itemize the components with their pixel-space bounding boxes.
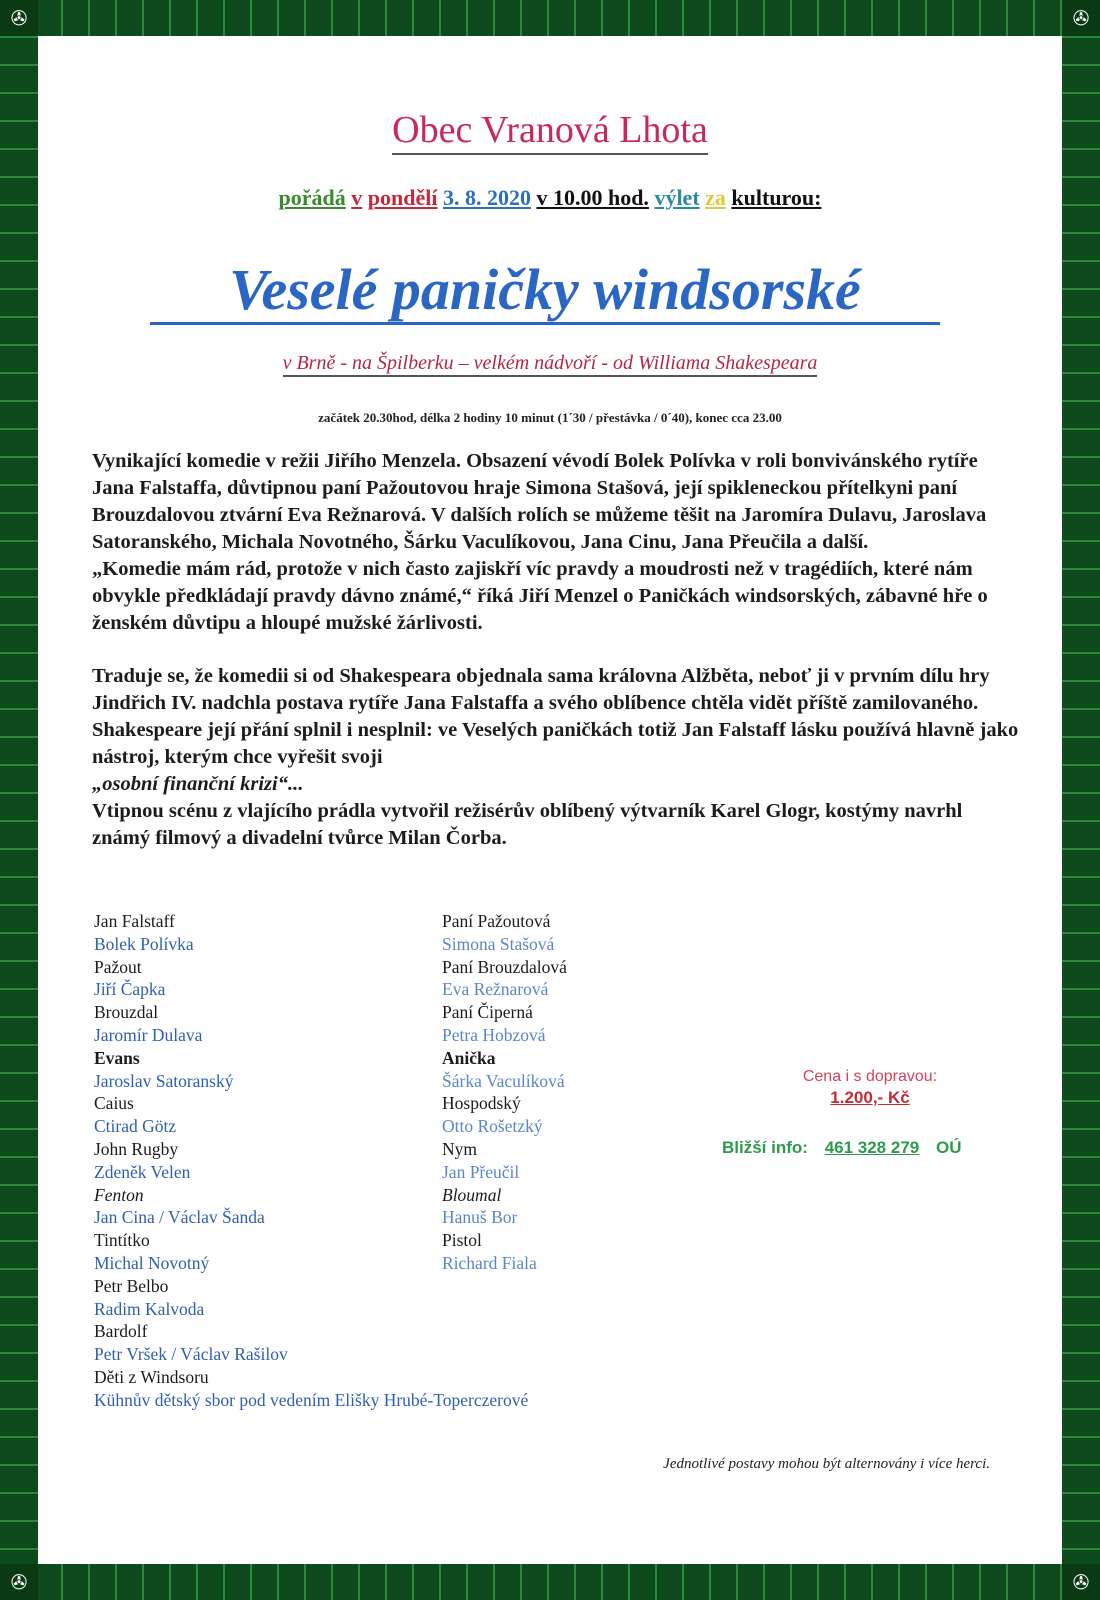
film-reel-icon: ✇ xyxy=(0,1564,38,1600)
cast-actor: Kühnův dětský sbor pod vedením Elišky Hrubé-Toperczerové xyxy=(94,1389,529,1410)
cast-role: Děti z Windsoru xyxy=(94,1366,209,1387)
cast-role: Pažout xyxy=(94,956,142,977)
organizer-title: Obec Vranová Lhota xyxy=(40,108,1060,152)
description xyxy=(92,448,1022,852)
event-time: v 10.00 hod. xyxy=(536,185,649,210)
contact-suffix: OÚ xyxy=(935,1138,962,1157)
contact-info xyxy=(722,1138,1022,1158)
cast-actor: Richard Fiala xyxy=(442,1252,537,1273)
cast-actor: Hanuš Bor xyxy=(442,1207,518,1228)
contact-phone[interactable]: 461 328 279 xyxy=(824,1138,920,1157)
cast-actor: Simona Stašová xyxy=(442,933,555,954)
cast-actor: Jan Přeučil xyxy=(442,1161,520,1182)
cast-role: Hospodský xyxy=(442,1093,521,1114)
quote-italic: „osobní finanční krizi“... xyxy=(92,773,304,795)
cast-role: Tintítko xyxy=(94,1230,150,1251)
cast-actor: Jiří Čapka xyxy=(94,979,166,1000)
film-reel-icon: ✇ xyxy=(1062,1564,1100,1600)
cast-list-right xyxy=(442,910,742,1275)
cast-actor: Michal Novotný xyxy=(94,1252,210,1273)
cast-role: Pistol xyxy=(442,1230,482,1251)
film-reel-icon: ✇ xyxy=(0,0,38,36)
play-title: Veselé paničky windsorské xyxy=(150,258,940,325)
description-paragraph: Traduje se, že komedii si od Shakespeara objednala sama královna Alžběta, neboť ji v prvním dílu hry Jindřich IV. nadchla postava rytíře Jana Falstaffa a svého oblíbence chtěla vidět příště zamilovaného. Shakespeare její přání splnil i nesplnil: ve Veselých paničkách totiž Jan Falstaff lásku používá hlavně jako nástroj, kterým chce vyřešit svoji „osobní finanční krizi“... xyxy=(92,665,1019,795)
film-border-top xyxy=(0,0,1100,36)
cast-actor: Otto Rošetzký xyxy=(442,1116,543,1137)
cast-actor: Šárka Vaculíková xyxy=(442,1070,565,1091)
cast-actor: Eva Režnarová xyxy=(442,979,549,1000)
cast-role: Nym xyxy=(442,1138,477,1159)
cast-role: Anička xyxy=(442,1047,496,1068)
cast-actor: Jaroslav Satoranský xyxy=(94,1070,234,1091)
cast-role: John Rugby xyxy=(94,1138,179,1159)
description-paragraph: „Komedie mám rád, protože v nich často zajiskří víc pravdy a moudrosti než v tragédiích, které nám obvykle předkládají pravdy dávno známé,“ říká Jiří Menzel o Paničkách windsorských, zábavné hře o ženském důvtipu a hloupé mužské žárlivosti. xyxy=(92,558,988,634)
cast-role: Caius xyxy=(94,1093,134,1114)
subline-word: výlet xyxy=(654,185,700,210)
event-date: 3. 8. 2020 xyxy=(442,185,531,210)
contact-label: Bližší info: xyxy=(722,1138,808,1157)
price-box xyxy=(730,1068,1010,1108)
cast-actor: Ctirad Götz xyxy=(94,1116,177,1137)
poster-content xyxy=(40,38,1060,1562)
cast-actor: Bolek Polívka xyxy=(94,933,194,954)
cast-role: Evans xyxy=(94,1047,140,1068)
price-value: 1.200,- Kč xyxy=(830,1088,910,1107)
subline-word: v xyxy=(351,185,363,210)
cast-role: Bloumal xyxy=(442,1184,502,1205)
price-label: Cena i s dopravou: xyxy=(802,1068,938,1085)
film-reel-icon: ✇ xyxy=(1062,0,1100,36)
venue-line: v Brně - na Špilberku – velkém nádvoří - od Williama Shakespeara xyxy=(40,352,1060,375)
cast-role: Brouzdal xyxy=(94,1002,159,1023)
description-paragraph: Vtipnou scénu z vlajícího prádla vytvořil režisérův oblíbený výtvarník Karel Glogr, kostýmy navrhl známý filmový a divadelní tvůrce Milan Čorba. xyxy=(92,800,963,849)
cast-role: Fenton xyxy=(94,1184,144,1205)
film-border-right xyxy=(1062,0,1100,1600)
cast-role: Paní Pažoutová xyxy=(442,911,551,931)
cast-actor: Jaromír Dulava xyxy=(94,1024,203,1045)
cast-actor: Petr Vršek / Václav Rašilov xyxy=(94,1344,288,1365)
cast-role: Bardolf xyxy=(94,1321,148,1342)
cast-role: Paní Brouzdalová xyxy=(442,956,567,977)
subline-word: pořádá xyxy=(278,185,346,210)
subline-word: za xyxy=(705,185,726,210)
cast-role: Paní Čiperná xyxy=(442,1002,533,1023)
cast-actor: Zdeněk Velen xyxy=(94,1161,191,1182)
cast-actor: Radim Kalvoda xyxy=(94,1298,205,1319)
film-border-bottom xyxy=(0,1564,1100,1600)
event-subline xyxy=(40,185,1060,211)
film-border-left xyxy=(0,0,38,1600)
subline-word: kulturou: xyxy=(731,185,822,210)
footnote: Jednotlivé postavy mohou být alternovány i více herci. xyxy=(663,1456,990,1472)
subline-word: pondělí xyxy=(367,185,438,210)
timing-line: začátek 20.30hod, délka 2 hodiny 10 minut (1´30 / přestávka / 0´40), konec cca 23.00 xyxy=(318,410,782,425)
cast-actor: Jan Cina / Václav Šanda xyxy=(94,1207,265,1228)
description-paragraph: Vynikající komedie v režii Jiřího Menzela. Obsazení vévodí Bolek Polívka v roli bonvivánského rytíře Jana Falstaffa, důvtipnou paní Pažoutovou hraje Simona Stašová, její spikleneckou přítelkyni paní Brouzdalovou ztvární Eva Režnarová. V dalších rolích se můžeme těšit na Jaromíra Dulavu, Jaroslava Satoranského, Michala Novotného, Šárku Vaculíkovou, Jana Cinu, Jana Přeučila a další. xyxy=(92,450,987,553)
cast-role: Jan Falstaff xyxy=(94,911,175,931)
cast-actor: Petra Hobzová xyxy=(442,1024,546,1045)
cast-role: Petr Belbo xyxy=(94,1275,169,1296)
